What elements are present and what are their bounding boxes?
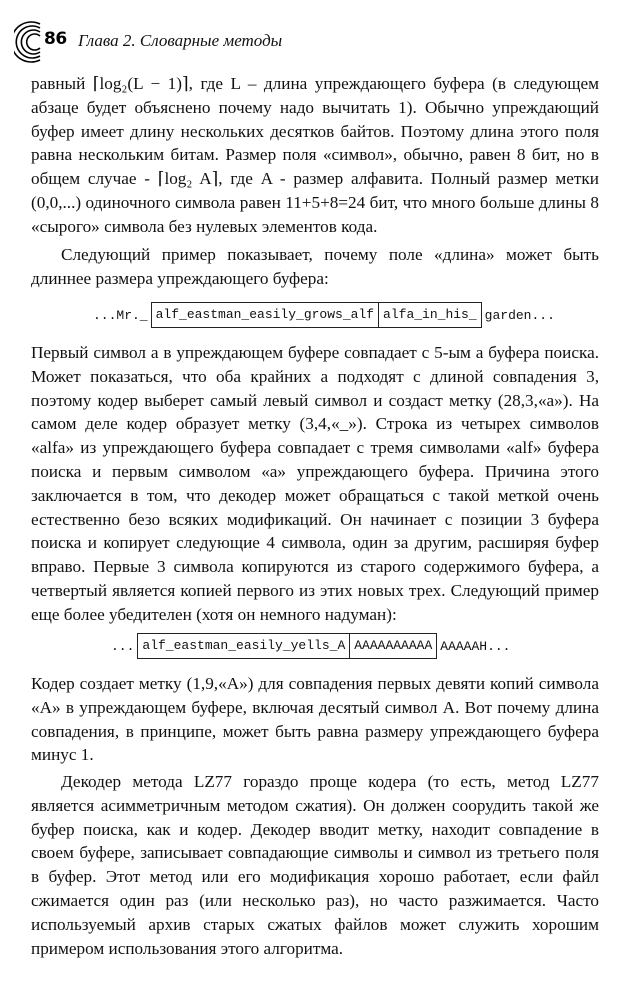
example-2-suffix: AAAAAH... [440,638,511,654]
example-1-suffix: garden... [484,307,555,323]
example-2-lookahead-buffer: AAAAAAAAAA [349,633,437,659]
example-1-prefix: ...Mr._ [93,307,148,323]
example-buffer-1 [90,302,558,328]
paragraph-5: Декодер метода LZ77 гораздо проще кодера (то есть, метод LZ77 является асимметричным методом сжатия). Он должен соорудить такой же буфер поиска, как и кодер. Декодер вводит метку, находит совпадение в своем буфере, записывает совпадающие символы и символ из третьего поля в буфер. Этот метод или его модификация хорошо работает, если файл сжимается один раз (или несколько раз), но часто разжимается. Часто используемый архив старых сжатых файлов может служить хорошим примером использования этого алгоритма. [31,772,599,958]
running-title: Глава 2. Словарные методы [78,31,283,50]
paragraph-1: равный ⌈log₂(L − 1)⌉, где L – длина упреждающего буфера (в следующем абзаце будет объяснено почему надо вычитать 1). Обычно упреждающий буфер имеет длину нескольких десятков байтов. Поэтому длина этого поля равна нескольким битам. Размер поля «символ», обычно, равен 8 бит, но в общем случае - ⌈log₂ A⌉, где A - размер алфавита. Полный размер метки (0,0,...) одиночного символа равен 11+5+8=24 бит, что много больше длины 8 «сырого» символа без нулевых элементов кода. [31,74,599,236]
paragraph-2: Следующий пример показывает, почему поле «длина» может быть длиннее размера упреждающего буфера: [31,245,599,288]
example-2-prefix: ... [111,638,135,654]
example-buffer-2 [108,633,513,659]
example-1-lookahead-buffer: alfa_in_his_ [378,302,482,328]
page-header [14,20,614,64]
paragraph-4: Кодер создает метку (1,9,«A») для совпадения первых девяти копий символа «A» в упреждающем буфере, включая десятый символ A. Вот почему длина совпадения, в принципе, может быть равна размеру упреждающего буфера минус 1. [31,674,599,765]
page-number: 86 [44,29,67,49]
example-1-search-buffer: alf_eastman_easily_grows_alf [151,302,378,328]
example-2-search-buffer: alf_eastman_easily_yells_A [137,633,349,659]
paragraph-3: Первый символ a в упреждающем буфере совпадает с 5-ым a буфера поиска. Может показаться, что оба крайних a подходят с длиной совпадения 3, поэтому кодер выберет самый левый символ и создаст метку (28,3,«a»). На самом деле кодер образует метку (3,4,«_»). Строка из четырех символов «alfa» из упреждающего буфера совпадает с тремя символами «alf» буфера поиска и первым символом «a» упреждающего буфера. Причина этого заключается в том, что декодер может обращаться с такой меткой очень естественно безо всяких модификаций. Он начинает с позиции 3 буфера поиска и копирует следующие 4 символа, один за другим, расширяя буфер вправо. Первые 3 символа копируются из старого содержимого буфера, а четвертый является копией первого из этих новых трех. Следующий пример еще более убедителен (хотя он немного надуман): [31,343,599,624]
